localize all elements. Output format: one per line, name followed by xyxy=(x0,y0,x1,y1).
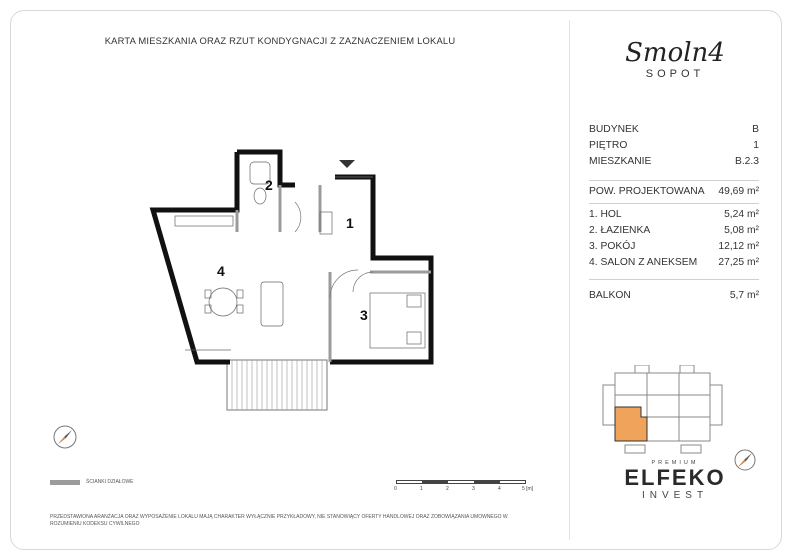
scale-label: 1 xyxy=(420,486,423,492)
developer-premium: PREMIUM xyxy=(651,460,699,466)
separator xyxy=(589,203,759,204)
area-label: POW. PROJEKTOWANA xyxy=(589,186,705,197)
room-number-1: 1 xyxy=(346,215,354,231)
room-area: 5,08 m² xyxy=(724,225,759,236)
scale-label: 4 xyxy=(498,486,501,492)
room-area: 12,12 m² xyxy=(718,241,759,252)
developer-name: ELFEKO xyxy=(624,465,726,490)
developer-logo xyxy=(600,460,750,501)
brand-logo xyxy=(580,38,770,80)
balcony-label: BALKON xyxy=(589,290,631,301)
room-area: 27,25 m² xyxy=(718,257,759,268)
brand-city: SOPOT xyxy=(645,68,705,80)
room-area: 5,24 m² xyxy=(724,209,759,220)
partition-swatch xyxy=(50,480,80,485)
scale-label: 2 xyxy=(446,486,449,492)
partition-walls xyxy=(237,185,431,362)
scale-label: 5 [m] xyxy=(522,486,534,492)
floor-plan xyxy=(145,140,445,420)
outer-walls xyxy=(153,152,431,362)
disclaimer: PRZEDSTAWIONA ARANŻACJA ORAZ WYPOSAŻENIE LOKALU MAJĄ CHARAKTER WYŁĄCZNIE PRZYKŁADOWY, NIE STANOWIĄCY OFERTY HANDLOWEJ ORAZ ZOBOWIĄZANIA UMOWNEGO W ROZUMIENIU KODEKSU CYWILNEGO xyxy=(50,514,508,527)
balcony-area: 5,7 m² xyxy=(729,290,759,301)
column-divider xyxy=(569,20,570,540)
scale-label: 0 xyxy=(394,486,397,492)
brand-name: Smoln4 xyxy=(625,38,725,68)
scale-label: 3 xyxy=(472,486,475,492)
room-number-2: 2 xyxy=(265,177,273,193)
separator xyxy=(589,279,759,280)
room-label: 2. ŁAZIENKA xyxy=(589,225,651,236)
key-plan xyxy=(595,365,725,460)
unit-label: MIESZKANIE xyxy=(589,156,652,167)
page-title: KARTA MIESZKANIA ORAZ RZUT KONDYGNACJI Z ZAZNACZENIEM LOKALU xyxy=(104,35,456,46)
floor-label: PIĘTRO xyxy=(589,140,628,151)
entrance-arrow xyxy=(339,160,355,168)
legend-label: ŚCIANKI DZIAŁOWE xyxy=(86,479,134,485)
room-label: 4. SALON Z ANEKSEM xyxy=(589,257,698,268)
developer-invest: INVEST xyxy=(641,490,709,501)
unit-value: B.2.3 xyxy=(734,156,759,167)
room-label: 1. HOL xyxy=(589,209,622,220)
room-number-3: 3 xyxy=(360,307,368,323)
scale-bar xyxy=(394,480,534,492)
unit-highlight xyxy=(615,407,647,441)
building-value: B xyxy=(752,124,759,135)
room-number-4: 4 xyxy=(217,263,225,279)
room-label: 3. POKÓJ xyxy=(589,241,636,252)
area-value: 49,69 m² xyxy=(718,186,759,197)
floor-value: 1 xyxy=(753,140,759,151)
balcony-drawing xyxy=(227,360,327,410)
compass-icon xyxy=(52,424,78,450)
building-label: BUDYNEK xyxy=(589,124,639,135)
separator xyxy=(589,180,759,181)
